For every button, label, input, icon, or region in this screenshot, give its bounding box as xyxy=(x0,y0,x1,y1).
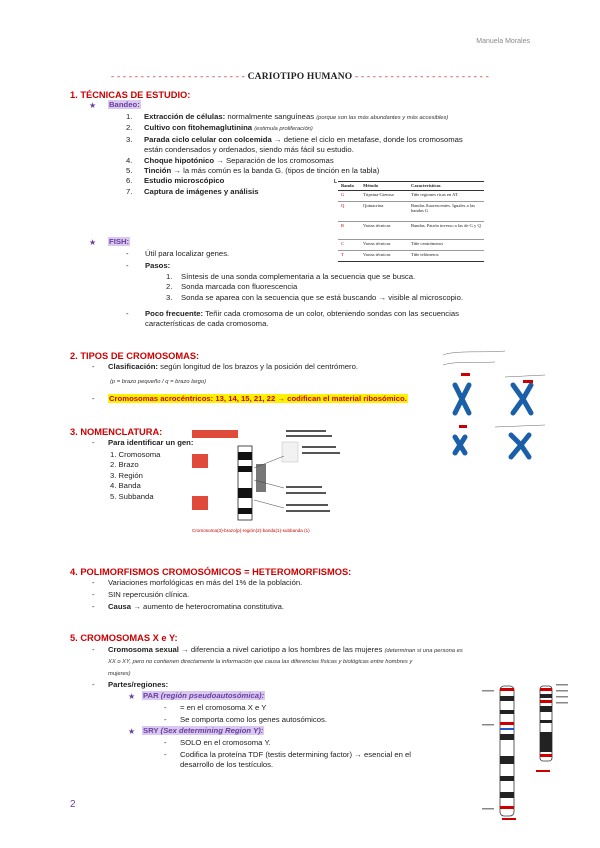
star-bullet-icon: ★ xyxy=(89,101,97,110)
star-bullet-icon: ★ xyxy=(128,727,136,736)
fish-label: FISH: xyxy=(109,237,130,246)
table-row: G Tripsina-Giemsa Tiñe regiones ricas en AT xyxy=(338,191,484,202)
table-marker-icon: L xyxy=(334,179,338,185)
nomenclature-figure xyxy=(192,428,352,536)
section-3-title: 3. NOMENCLATURA: xyxy=(70,427,163,437)
section-5-title: 5. CROMOSOMAS X e Y: xyxy=(70,633,178,643)
staining-table xyxy=(334,179,484,262)
polymorphism-line-2: SIN repercusión clínica. xyxy=(108,590,190,599)
step-row: 6. Estudio microscópico xyxy=(126,176,225,186)
star-bullet-icon: ★ xyxy=(128,692,136,701)
title-text: CARIOTIPO HUMANO xyxy=(247,72,353,82)
partes-label: Partes/regiones: xyxy=(108,680,169,689)
bandeo-label: Bandeo: xyxy=(109,100,140,109)
polymorphism-line-1: Variaciones morfológicas en más del 1% de la población. xyxy=(108,578,303,587)
poco-frecuente: Poco frecuente: Teñir cada cromosoma de un color, obteniendo sondas con las secuencias características de cada cromosoma. xyxy=(145,309,459,329)
list-item: 3. Región xyxy=(110,470,143,480)
section-1-title: 1. TÉCNICAS DE ESTUDIO: xyxy=(70,90,191,100)
clasificacion: Clasificación: según longitud de los brazos y la posición del centrómero. xyxy=(108,362,358,371)
list-item: 3. Sonda se aparea con la secuencia que se está buscando → visible al microscopio. xyxy=(166,292,464,302)
star-bullet-icon: ★ xyxy=(89,238,97,247)
title-dashes-right: - - - - - - - - - - - - - - - - - - - - - - - xyxy=(354,72,489,82)
list-item: 4. Banda xyxy=(110,481,141,491)
par-label: PAR (región pseudoautosómica): xyxy=(143,691,265,700)
list-item: 2. Sonda marcada con fluorescencia xyxy=(166,282,298,292)
chromosome-types-figure xyxy=(435,345,555,465)
list-item: 2. Brazo xyxy=(110,460,139,470)
arm-note: (p = brazo pequeño / q = brazo largo) xyxy=(110,379,207,385)
table-header-row: Banda Método Características xyxy=(338,182,484,191)
sex-chromosome-def: Cromosoma sexual → diferencia a nivel cariotipo a los hombres de las mujeres (determinan si una persona es XX o XY, pero no contienen directamente la información que causa las diferencias físicas y biológicas entre hombres y mujeres) xyxy=(108,645,463,677)
par-item-1: = en el cromosoma X e Y xyxy=(180,703,267,712)
table-row: Q Quinacrina Bandas fluorescentes. Iguales a las bandas G xyxy=(338,202,484,222)
par-item-2: Se comporta como los genes autosómicos. xyxy=(180,715,327,724)
section-4-title: 4. POLIMORFISMOS CROMOSÓMICOS = HETEROMORFISMOS: xyxy=(70,567,352,577)
table-row: T Varias técnicas Tiñe telómeros xyxy=(338,251,484,262)
gen-id-label: Para identificar un gen: xyxy=(108,438,194,447)
step-row: 7. Captura de imágenes y análisis xyxy=(126,186,259,196)
polymorphism-cause: Causa → aumento de heterocromatina constitutiva. xyxy=(108,602,285,611)
step-row: 2. Cultivo con fitohemaglutinina (estimula proliferación) xyxy=(126,123,313,133)
table-row: R Varias técnicas Bandas. Patrón inverso a las de G y Q xyxy=(338,222,484,240)
step-row: 1. Extracción de células: normalmente sanguíneas (porque son las más abundantes y más accesibles) xyxy=(126,112,449,121)
table-row: C Varias técnicas Tiñe centrómeros xyxy=(338,240,484,251)
nomenclature-caption: Cromosoma(3)-brazo(p)-región(2)-banda(1)-subbanda (1) xyxy=(192,528,310,533)
sry-item-2: Codifica la proteína TDF (testis determining factor) → esencial en el desarrollo de los testículos. xyxy=(180,750,412,770)
sry-item-1: SOLO en el cromosoma Y. xyxy=(180,738,271,747)
list-item: 5. Subbanda xyxy=(110,491,154,501)
page-title xyxy=(92,72,508,82)
section-2-title: 2. TIPOS DE CROMOSOMAS: xyxy=(70,351,200,361)
step-row: 5. Tinción → la más común es la banda G. (tipos de tinción en la tabla) xyxy=(126,166,380,176)
page-number: 2 xyxy=(70,799,76,810)
sry-label: SRY (Sex determining Region Y): xyxy=(143,726,264,735)
list-item: 1. Cromosoma xyxy=(110,450,161,459)
acrocentric-highlight: Cromosomas acrocéntricos: 13, 14, 15, 21, 22 → codifican el material ribosómico. xyxy=(109,394,407,403)
title-dashes-left: - - - - - - - - - - - - - - - - - - - - - - - xyxy=(111,72,246,82)
gen-id-list xyxy=(110,450,160,502)
xy-chromosome-figure xyxy=(478,676,570,826)
step-row: están condensados y ordenados, siendo más fácil su estudio. xyxy=(144,145,354,155)
author-name: Manuela Morales xyxy=(476,38,530,45)
pasos-list xyxy=(166,272,463,303)
step-row: 4. Choque hipotónico → Separación de los cromosomas xyxy=(126,155,334,165)
list-item: 1. Síntesis de una sonda complementaria a la secuencia que se busca. xyxy=(166,272,416,281)
fish-use: Útil para localizar genes. xyxy=(145,249,230,258)
step-row: 3. Parada ciclo celular con colcemida → detiene el ciclo en metafase, donde los cromosomas xyxy=(126,134,463,144)
pasos-label: Pasos: xyxy=(145,261,171,270)
